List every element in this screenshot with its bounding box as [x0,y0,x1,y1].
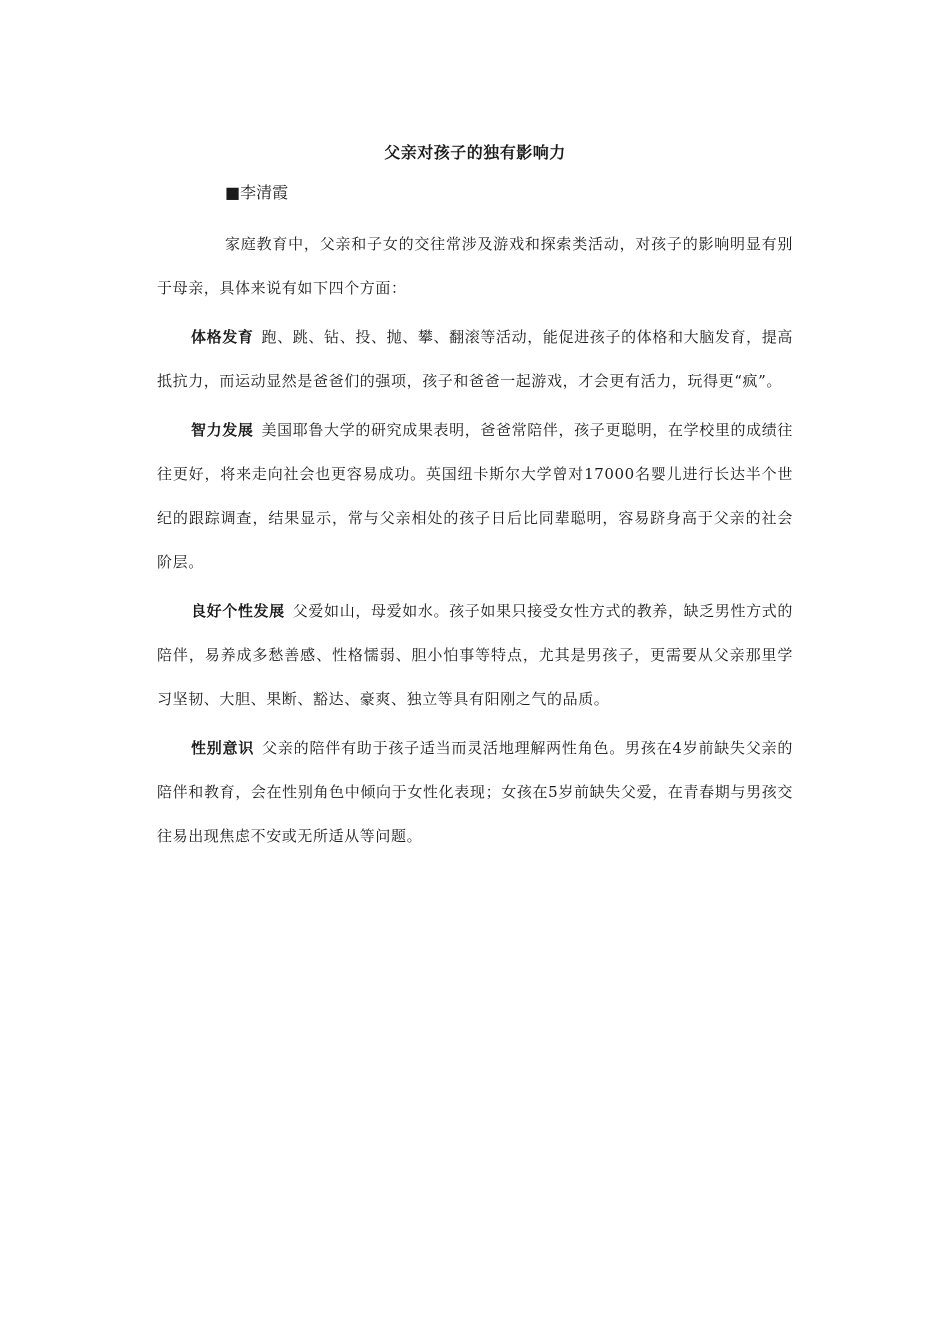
section-text: 父亲的陪伴有助于孩子适当而灵活地理解两性角色。男孩在4岁前缺失父亲的陪伴和教育，会在性别角色中倾向于女性化表现；女孩在5岁前缺失父爱，在青春期与男孩交往易出现焦虑不安或无所适从等问题。 [157,739,793,845]
section-gender-awareness [157,726,793,858]
section-heading: 性别意识 [191,739,255,757]
intro-paragraph: 家庭教育中，父亲和子女的交往常涉及游戏和探索类活动，对孩子的影响明显有别于母亲，具体来说有如下四个方面： [157,235,793,297]
article-author: ■李清霞 [225,183,289,202]
section-personality-development [157,589,793,721]
section-text: 美国耶鲁大学的研究成果表明，爸爸常陪伴，孩子更聪明，在学校里的成绩往往更好，将来走向社会也更容易成功。英国纽卡斯尔大学曾对17000名婴儿进行长达半个世纪的跟踪调查，结果显示，常与父亲相处的孩子日后比同辈聪明，容易跻身高于父亲的社会阶层。 [157,421,793,571]
section-text: 跑、跳、钻、投、抛、攀、翻滚等活动，能促进孩子的体格和大脑发育，提高抵抗力，而运动显然是爸爸们的强项，孩子和爸爸一起游戏，才会更有活力，玩得更“疯”。 [157,328,793,390]
section-physical-development [157,315,793,403]
section-text: 父爱如山，母爱如水。孩子如果只接受女性方式的教养，缺乏男性方式的陪伴，易养成多愁善感、性格懦弱、胆小怕事等特点，尤其是男孩子，更需要从父亲那里学习坚韧、大胆、果断、豁达、豪爽、独立等具有阳刚之气的品质。 [157,602,793,708]
section-heading: 智力发展 [191,421,254,439]
article-title: 父亲对孩子的独有影响力 [384,143,566,162]
section-heading: 良好个性发展 [191,602,285,620]
document-page [157,140,793,863]
section-heading: 体格发育 [191,328,254,346]
section-intellectual-development [157,408,793,584]
